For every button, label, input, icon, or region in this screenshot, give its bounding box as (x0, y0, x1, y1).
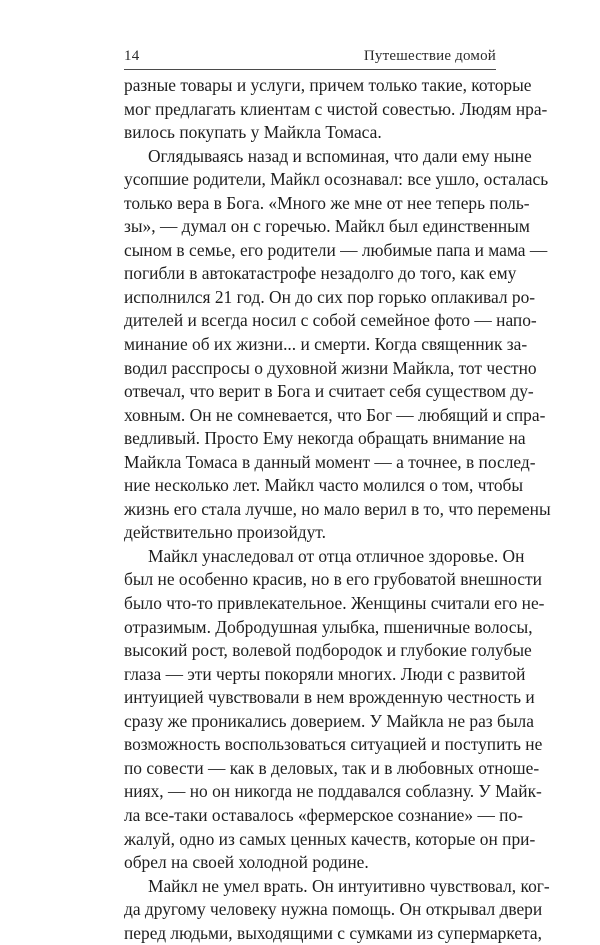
text-line: только вера в Бога. «Много же мне от нее теперь поль- (124, 192, 530, 213)
text-line: Майкл унаследовал от отца отличное здоровье. Он (148, 545, 525, 566)
text-line: ниях, — но он никогда не поддавался соблазну. У Майк- (124, 781, 542, 802)
text-line: отвечал, что верит в Бога и считает себя существом ду- (124, 381, 534, 402)
text-line: ведливый. Просто Ему некогда обращать внимание на (124, 428, 526, 449)
text-line: вилось покупать у Майкла Томаса. (124, 122, 382, 143)
text-line: сразу же проникались доверием. У Майкла не раз была (124, 710, 534, 731)
text-line: возможность воспользоваться ситуацией и поступить не (124, 734, 543, 755)
text-line: дителей и всегда носил с собой семейное фото — напо- (124, 310, 537, 331)
text-line: Майкла Томаса в данный момент — а точнее, в послед- (124, 451, 536, 472)
text-line: жизнь его стала лучше, но мало верил в то, что перемены (124, 498, 551, 519)
text-line: минание об их жизни... и смерти. Когда священник за- (124, 334, 528, 355)
paragraph (124, 74, 548, 145)
paragraph (124, 875, 550, 945)
text-line: ла все-таки оставалось «фермерское сознание» — по- (124, 804, 523, 825)
body-text (124, 74, 551, 945)
page-header (124, 48, 496, 65)
text-line: по совести — как в деловых, так и в любовных отноше- (124, 757, 540, 778)
text-line: действительно произойдут. (124, 522, 326, 543)
text-line: да другому человеку нужна помощь. Он открывал двери (124, 899, 543, 920)
text-line: был не особенно красив, но в его грубоватой внешности (124, 569, 542, 590)
text-line: мог предлагать клиентам с чистой совестью. Людям нра- (124, 98, 548, 119)
running-title: Путешествие домой (363, 48, 496, 64)
text-line: ховным. Он не сомневается, что Бог — любящий и спра- (124, 404, 546, 425)
text-line: зы», — думал он с горечью. Майкл был единственным (124, 216, 530, 237)
page-number: 14 (124, 48, 140, 64)
paragraph (124, 145, 551, 545)
text-line: ние несколько лет. Майкл часто молился о том, чтобы (124, 475, 524, 496)
paragraph (124, 545, 545, 875)
text-line: сыном в семье, его родители — любимые папа и мама — (124, 239, 548, 260)
text-line: разные товары и услуги, причем только такие, которые (124, 75, 532, 95)
text-line: Майкл не умел врать. Он интуитивно чувствовал, ког- (148, 875, 550, 896)
text-line: высокий рост, волевой подбородок и глубокие голубые (124, 640, 532, 661)
text-line: перед людьми, выходящими с сумками из супермаркета, (124, 922, 542, 943)
header-rule (124, 69, 496, 70)
text-line: было что-то привлекательное. Женщины считали его не- (124, 593, 545, 614)
text-line: погибли в автокатастрофе незадолго до того, как ему (124, 263, 517, 284)
text-line: Оглядываясь назад и вспоминая, что дали ему ныне (148, 145, 532, 166)
text-line: усопшие родители, Майкл осознавал: все ушло, осталась (124, 169, 549, 190)
text-line: водил расспросы о духовной жизни Майкла, тот честно (124, 357, 537, 378)
text-line: жалуй, одно из самых ценных качеств, которые он при- (124, 828, 536, 849)
text-line: интуицией чувствовали в нем врожденную честность и (124, 687, 535, 708)
text-line: обрел на своей холодной родине. (124, 852, 369, 873)
text-line: исполнился 21 год. Он до сих пор горько оплакивал ро- (124, 286, 536, 307)
text-line: глаза — эти черты покоряли многих. Люди с развитой (124, 663, 526, 684)
text-line: отразимым. Добродушная улыбка, пшеничные волосы, (124, 616, 533, 637)
